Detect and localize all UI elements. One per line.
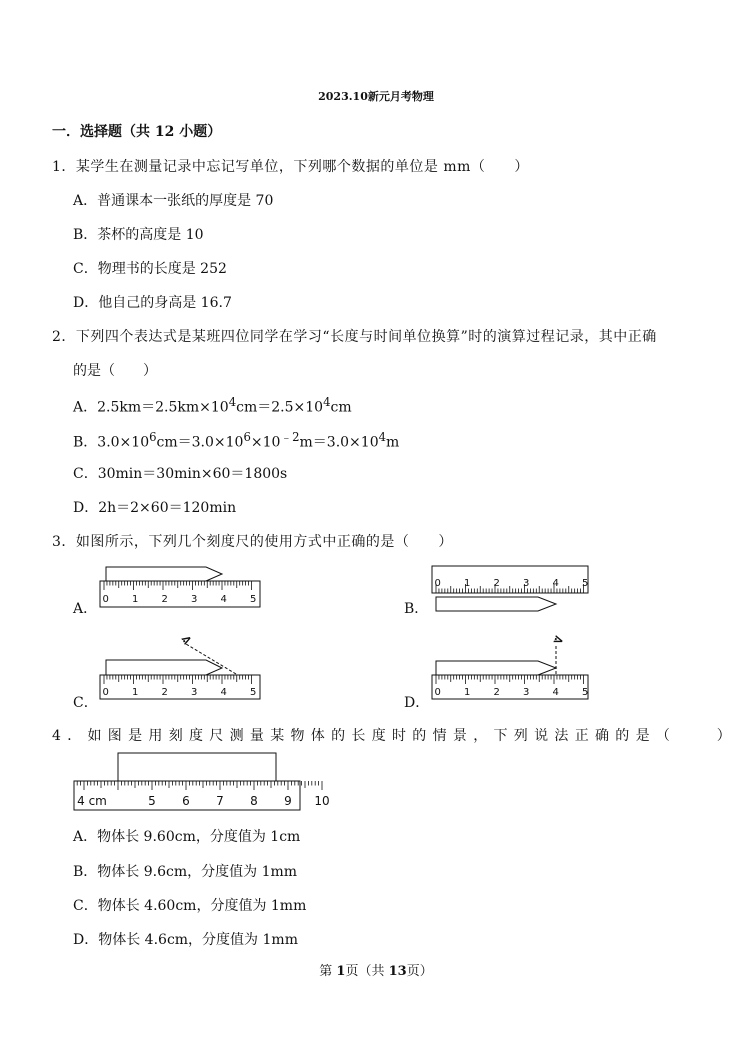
- ruler-tick-label: 0: [102, 687, 109, 698]
- question-4-ruler: [70, 750, 330, 812]
- question-3-stem: 3．如图所示，下列几个刻度尺的使用方式中正确的是（ ）: [52, 534, 453, 550]
- question-4-option-d: D．物体长 4.6cm，分度值为 1mm: [73, 932, 298, 948]
- question-1-option-a: A．普通课本一张纸的厚度是 70: [73, 193, 274, 209]
- ruler-tick-label: 5: [582, 578, 589, 589]
- ruler-tick-label: 9: [284, 794, 292, 808]
- ruler-tick-label: 6: [182, 794, 190, 808]
- question-1-stem: 1．某学生在测量记录中忘记写单位，下列哪个数据的单位是 mm（ ）: [52, 159, 529, 175]
- figure-c-ruler: [96, 632, 266, 702]
- question-4-stem: 4．如图是用刻度尺测量某物体的长度时的情景，下列说法正确的是（ ）: [52, 728, 738, 744]
- object-bar: [106, 660, 222, 675]
- section-heading: 一．选择题（共 12 小题）: [52, 124, 222, 140]
- figure-b-label: B．: [404, 601, 429, 617]
- ruler-tick-label: 3: [191, 594, 198, 605]
- question-4-option-c: C．物体长 4.60cm，分度值为 1mm: [73, 898, 307, 914]
- ruler-tick-label: 4: [220, 594, 227, 605]
- question-2-option-b: B．$3.0\times 10^6cm=3.0\times 10^6\times 10^{﹣2}m=3.0\times 10^4m$: [73, 430, 400, 451]
- ruler-tick-label: 5: [250, 687, 257, 698]
- ruler-tick-label: 2: [161, 594, 168, 605]
- question-2-stem: 2．下列四个表达式是某班四位同学在学习“长度与时间单位换算”时的演算过程记录，其中正确: [52, 329, 657, 345]
- object-bar: [436, 597, 556, 611]
- figure-d-ruler: [428, 628, 598, 702]
- question-2-option-d: D．2h＝2×60＝120min: [73, 500, 237, 516]
- ruler-tick-label: 1: [132, 687, 139, 698]
- ruler-body: [100, 581, 260, 607]
- ruler-tick-label: 1: [132, 594, 139, 605]
- ruler-tick-label: 3: [523, 687, 530, 698]
- object-bar: [436, 661, 556, 675]
- ruler-tick-label: 2: [161, 687, 168, 698]
- ruler-tick-label: 10: [314, 794, 330, 808]
- question-1-option-c: C．物理书的长度是 252: [73, 261, 227, 277]
- question-1-option-b: B．茶杯的高度是 10: [73, 227, 204, 243]
- ruler-tick-label: 1: [464, 578, 471, 589]
- measured-object: [118, 753, 276, 781]
- figure-b-ruler: [428, 560, 598, 614]
- document-title: 2023.10新元月考物理: [318, 90, 434, 103]
- ruler-tick-label: 4: [220, 687, 227, 698]
- eye-icon: ⋗: [178, 631, 196, 650]
- ruler-tick-label: 3: [191, 687, 198, 698]
- question-4-option-b: B．物体长 9.6cm，分度值为 1mm: [73, 864, 298, 880]
- ruler-tick-label: 2: [493, 578, 500, 589]
- ruler-tick-label: 4: [552, 578, 559, 589]
- ruler-tick-label: 0: [102, 594, 109, 605]
- ruler-tick-label: 1: [464, 687, 471, 698]
- ruler-tick-label: 8: [250, 794, 258, 808]
- ruler-tick-label: 3: [523, 578, 530, 589]
- ruler-tick-label: 4: [552, 687, 559, 698]
- question-2-option-a: A．$2.5km=2.5km\times 10^4cm=2.5\times 10^4cm$: [73, 395, 352, 416]
- figure-a-ruler: [96, 560, 266, 614]
- ruler-tick-label: 2: [493, 687, 500, 698]
- ruler-tick-label: 5: [250, 594, 257, 605]
- question-1-option-d: D．他自己的身高是 16.7: [73, 295, 232, 311]
- question-4-option-a: A．物体长 9.60cm，分度值为 1cm: [73, 829, 301, 845]
- figure-c-label: C．: [73, 695, 98, 711]
- ruler-tick-label: 0: [434, 687, 441, 698]
- object-bar: [106, 567, 222, 581]
- figure-a-label: A．: [73, 601, 98, 617]
- ruler-tick-label: 7: [216, 794, 224, 808]
- question-2-stem-continued: 的是（ ）: [73, 363, 157, 379]
- page-footer: 第 1页（共 13页）: [319, 964, 433, 979]
- ruler-tick-label: 5: [148, 794, 156, 808]
- question-2-option-c: C．30min＝30min×60＝1800s: [73, 466, 288, 482]
- ruler-tick-label: 4 cm: [77, 794, 107, 808]
- eye-icon: ⋗: [550, 631, 567, 650]
- ruler-tick-label: 5: [582, 687, 589, 698]
- ruler-tick-label: 0: [434, 578, 441, 589]
- ruler-body: [100, 675, 260, 699]
- figure-d-label: D．: [404, 695, 430, 711]
